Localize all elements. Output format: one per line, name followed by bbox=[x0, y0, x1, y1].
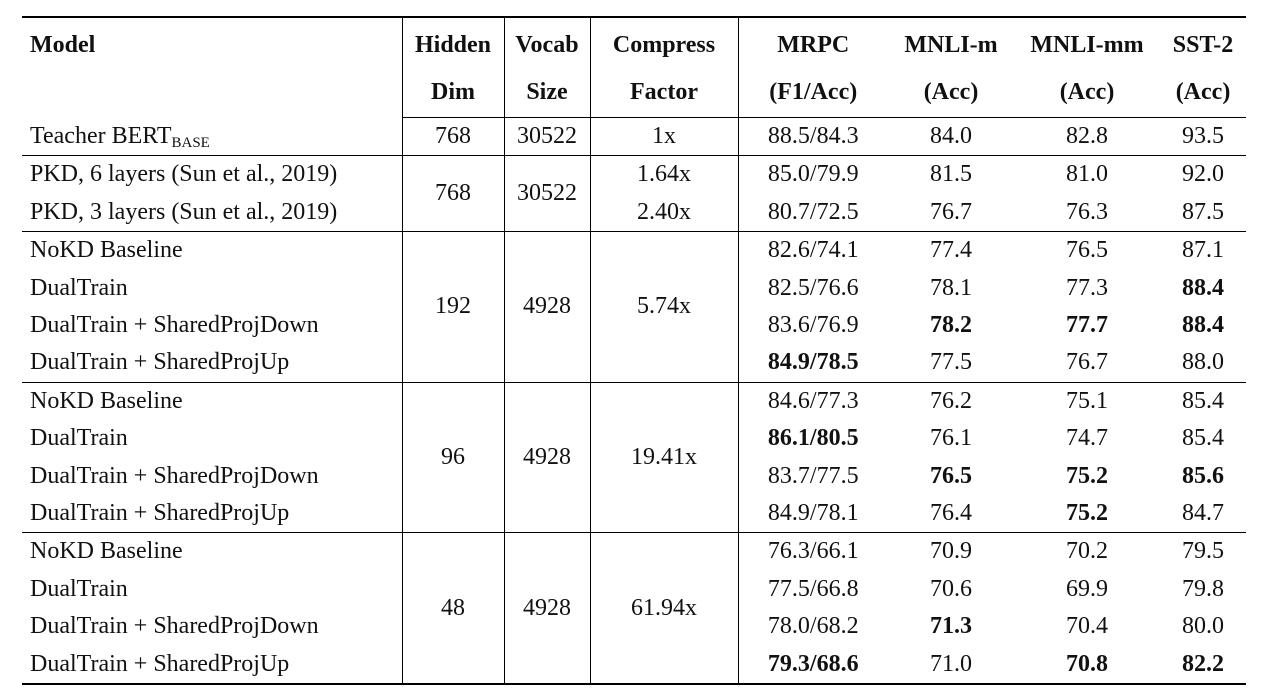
table-header bbox=[22, 17, 1246, 118]
header-mnli-m-sub: (Acc) bbox=[888, 72, 1014, 118]
mrpc-cell: 82.5/76.6 bbox=[767, 274, 859, 301]
mrpc-cell: 83.7/77.5 bbox=[767, 462, 859, 489]
sst2-cell: 84.7 bbox=[1182, 500, 1224, 527]
hidden-dim-cell: 192 bbox=[402, 232, 504, 383]
model-cell: DualTrain + SharedProjUp bbox=[22, 495, 402, 533]
header-vocab-sub: Size bbox=[504, 72, 590, 118]
hidden-dim-cell: 768 bbox=[402, 156, 504, 232]
mnli-m-cell: 70.6 bbox=[930, 575, 972, 602]
table-row bbox=[22, 156, 1246, 194]
compress-cell: 19.41x bbox=[590, 382, 738, 533]
vocab-size-cell: 4928 bbox=[504, 232, 590, 383]
table-row bbox=[22, 194, 1246, 232]
header-mnli-mm-sub: (Acc) bbox=[1014, 72, 1160, 118]
mnli-mm-cell: 70.2 bbox=[1014, 533, 1160, 571]
mrpc-cell: 84.9/78.5 bbox=[767, 349, 859, 376]
mnli-mm-cell: 75.2 bbox=[1066, 500, 1108, 527]
compress-cell: 1x bbox=[590, 118, 738, 156]
mnli-m-cell: 76.7 bbox=[930, 198, 972, 225]
mnli-m-cell: 81.5 bbox=[888, 156, 1014, 194]
hidden-dim-cell: 96 bbox=[402, 382, 504, 533]
compress-cell: 1.64x bbox=[590, 156, 738, 194]
model-cell: DualTrain bbox=[22, 571, 402, 608]
mnli-mm-cell: 77.3 bbox=[1066, 274, 1108, 301]
model-cell: DualTrain bbox=[22, 420, 402, 457]
mnli-m-cell: 77.4 bbox=[888, 232, 1014, 270]
mnli-m-cell: 76.5 bbox=[930, 462, 972, 489]
group-hidden-96 bbox=[22, 382, 1246, 533]
sst2-cell: 93.5 bbox=[1182, 123, 1224, 149]
model-subscript: BASE bbox=[171, 134, 210, 151]
compress-cell: 61.94x bbox=[590, 533, 738, 684]
table-row bbox=[22, 382, 1246, 420]
group-teacher bbox=[22, 118, 1246, 156]
header-hidden-sub: Dim bbox=[402, 72, 504, 118]
group-pkd bbox=[22, 156, 1246, 232]
header-compress-sub: Factor bbox=[590, 72, 738, 118]
header-vocab: Vocab bbox=[504, 17, 590, 72]
sst2-cell: 87.5 bbox=[1182, 198, 1224, 225]
mnli-mm-cell: 69.9 bbox=[1066, 575, 1108, 602]
sst2-cell: 80.0 bbox=[1182, 613, 1224, 640]
mnli-mm-cell: 75.2 bbox=[1066, 462, 1108, 489]
table-row bbox=[22, 118, 1246, 156]
mrpc-cell: 80.7/72.5 bbox=[767, 198, 859, 225]
header-compress: Compress bbox=[590, 17, 738, 72]
mrpc-cell: 77.5/66.8 bbox=[767, 575, 859, 602]
header-model: Model bbox=[22, 17, 402, 118]
model-cell: DualTrain + SharedProjUp bbox=[22, 344, 402, 382]
compress-cell: 5.74x bbox=[590, 232, 738, 383]
model-cell: NoKD Baseline bbox=[22, 533, 402, 571]
model-cell: DualTrain + SharedProjUp bbox=[22, 646, 402, 684]
header-sst2-sub: (Acc) bbox=[1160, 72, 1246, 118]
mnli-m-cell: 77.5 bbox=[930, 349, 972, 376]
sst2-cell: 85.6 bbox=[1182, 462, 1224, 489]
mnli-m-cell: 71.0 bbox=[930, 650, 972, 677]
header-mnli-mm: MNLI-mm bbox=[1030, 32, 1144, 58]
table-row bbox=[22, 232, 1246, 270]
mnli-mm-cell: 82.8 bbox=[1066, 123, 1108, 149]
mrpc-cell: 84.6/77.3 bbox=[738, 382, 888, 420]
header-mnli-m: MNLI-m bbox=[904, 32, 998, 58]
header-mrpc-sub: (F1/Acc) bbox=[738, 72, 888, 118]
mrpc-cell: 79.3/68.6 bbox=[767, 650, 859, 677]
header-hidden: Hidden bbox=[402, 17, 504, 72]
mnli-mm-cell: 75.1 bbox=[1014, 382, 1160, 420]
model-cell bbox=[22, 118, 402, 156]
vocab-size-cell: 4928 bbox=[504, 382, 590, 533]
sst2-cell: 88.4 bbox=[1182, 274, 1224, 301]
model-cell: PKD, 3 layers (Sun et al., 2019) bbox=[22, 194, 402, 232]
mrpc-cell: 84.9/78.1 bbox=[767, 500, 859, 527]
model-cell: NoKD Baseline bbox=[22, 382, 402, 420]
mrpc-cell: 78.0/68.2 bbox=[767, 613, 859, 640]
mnli-m-cell: 78.2 bbox=[930, 312, 972, 339]
mrpc-cell: 88.5/84.3 bbox=[767, 123, 859, 149]
header-mrpc: MRPC bbox=[777, 32, 850, 58]
mnli-mm-cell: 70.8 bbox=[1066, 650, 1108, 677]
mnli-mm-cell: 76.3 bbox=[1066, 198, 1108, 225]
sst2-cell: 88.4 bbox=[1182, 312, 1224, 339]
vocab-size-cell: 4928 bbox=[504, 533, 590, 684]
mrpc-cell: 82.6/74.1 bbox=[738, 232, 888, 270]
mnli-m-cell: 76.4 bbox=[930, 500, 972, 527]
mnli-mm-cell: 76.5 bbox=[1014, 232, 1160, 270]
sst2-cell: 92.0 bbox=[1160, 156, 1246, 194]
model-cell: DualTrain bbox=[22, 270, 402, 307]
group-hidden-192 bbox=[22, 232, 1246, 383]
table-row bbox=[22, 533, 1246, 571]
sst2-cell: 88.0 bbox=[1182, 349, 1224, 376]
compress-cell: 2.40x bbox=[590, 194, 738, 232]
sst2-cell: 87.1 bbox=[1160, 232, 1246, 270]
mnli-m-cell: 71.3 bbox=[930, 613, 972, 640]
vocab-size-cell: 30522 bbox=[504, 156, 590, 232]
mrpc-cell: 76.3/66.1 bbox=[738, 533, 888, 571]
model-cell: DualTrain + SharedProjDown bbox=[22, 458, 402, 495]
mrpc-cell: 85.0/79.9 bbox=[738, 156, 888, 194]
mnli-m-cell: 76.2 bbox=[888, 382, 1014, 420]
model-cell: PKD, 6 layers (Sun et al., 2019) bbox=[22, 156, 402, 194]
model-name: Teacher BERT bbox=[30, 122, 172, 149]
sst2-cell: 79.5 bbox=[1160, 533, 1246, 571]
model-cell: DualTrain + SharedProjDown bbox=[22, 307, 402, 344]
mnli-mm-cell: 81.0 bbox=[1014, 156, 1160, 194]
model-cell: NoKD Baseline bbox=[22, 232, 402, 270]
group-hidden-48 bbox=[22, 533, 1246, 684]
mnli-m-cell: 78.1 bbox=[930, 274, 972, 301]
hidden-dim-cell: 48 bbox=[402, 533, 504, 684]
mnli-mm-cell: 74.7 bbox=[1066, 425, 1108, 452]
sst2-cell: 85.4 bbox=[1182, 425, 1224, 452]
mnli-m-cell: 84.0 bbox=[930, 123, 972, 149]
hidden-dim-cell: 768 bbox=[402, 118, 504, 156]
mnli-mm-cell: 77.7 bbox=[1066, 312, 1108, 339]
mnli-m-cell: 76.1 bbox=[930, 425, 972, 452]
mrpc-cell: 86.1/80.5 bbox=[767, 425, 859, 452]
mrpc-cell: 83.6/76.9 bbox=[767, 312, 859, 339]
model-cell: DualTrain + SharedProjDown bbox=[22, 608, 402, 645]
mnli-mm-cell: 76.7 bbox=[1066, 349, 1108, 376]
mnli-mm-cell: 70.4 bbox=[1066, 613, 1108, 640]
vocab-size-cell: 30522 bbox=[504, 118, 590, 156]
sst2-cell: 79.8 bbox=[1182, 575, 1224, 602]
mnli-m-cell: 70.9 bbox=[888, 533, 1014, 571]
results-table bbox=[22, 16, 1246, 685]
header-sst2: SST-2 bbox=[1172, 32, 1234, 58]
sst2-cell: 85.4 bbox=[1160, 382, 1246, 420]
sst2-cell: 82.2 bbox=[1182, 650, 1224, 677]
